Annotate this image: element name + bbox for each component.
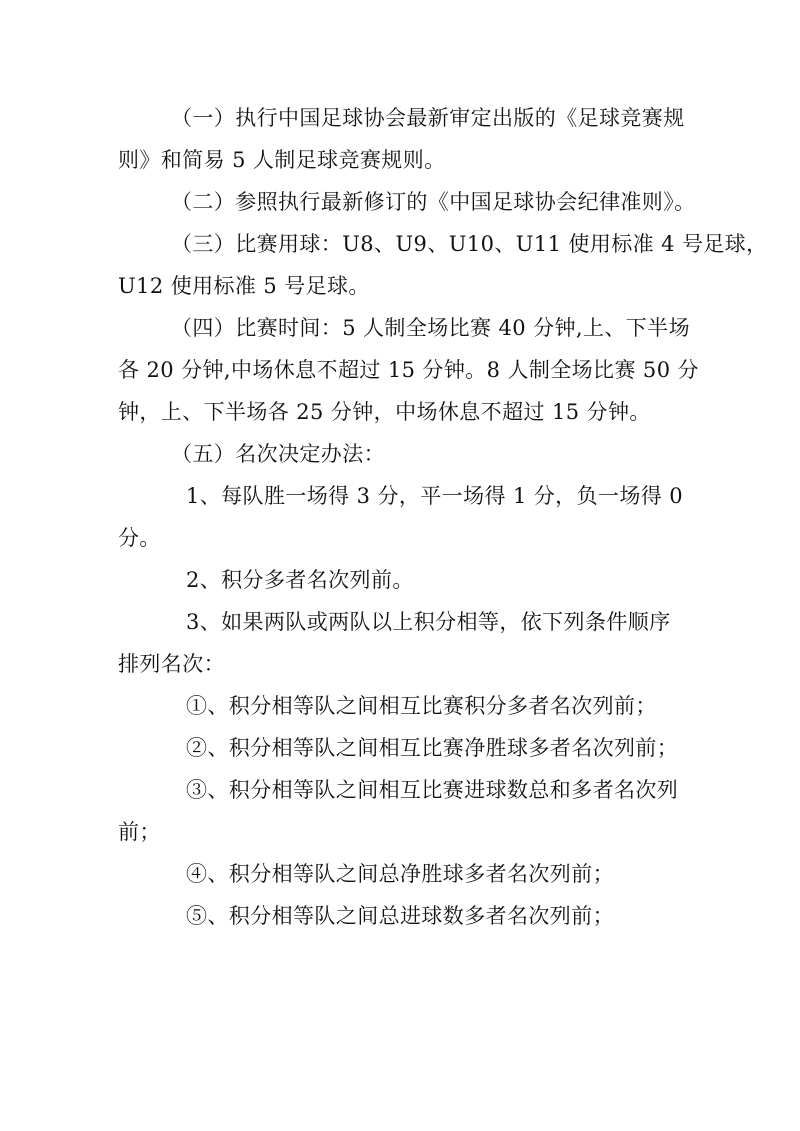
- rule-5-heading: （五）名次决定办法：: [171, 442, 385, 466]
- rule-4-line-3: 钟，上、下半场各 25 分钟，中场休息不超过 15 分钟。: [118, 400, 651, 424]
- tiebreak-item-3-line-2: 前；: [118, 820, 161, 844]
- tiebreak-item-5: ⑤、积分相等队之间总进球数多者名次列前；: [186, 904, 614, 928]
- rule-4-line-2: 各 20 分钟,中场休息不超过 15 分钟。8 人制全场比赛 50 分: [118, 358, 699, 382]
- rule-3-line-1: （三）比赛用球：U8、U9、U10、U11 使用标准 4 号足球，: [171, 232, 768, 256]
- rule-1-line-1: （一）执行中国足球协会最新审定出版的《足球竞赛规: [171, 106, 685, 130]
- rule-1-line-2: 则》和简易 5 人制足球竞赛规则。: [118, 148, 446, 172]
- ranking-item-3-line-2: 排列名次：: [118, 652, 225, 676]
- rule-2-line-1: （二）参照执行最新修订的《中国足球协会纪律准则》。: [171, 190, 696, 214]
- tiebreak-item-1: ①、积分相等队之间相互比赛积分多者名次列前；: [186, 694, 657, 718]
- tiebreak-item-2: ②、积分相等队之间相互比赛净胜球多者名次列前；: [186, 736, 679, 760]
- tiebreak-item-4: ④、积分相等队之间总净胜球多者名次列前；: [186, 862, 614, 886]
- ranking-item-2: 2、积分多者名次列前。: [186, 568, 414, 592]
- ranking-item-1-line-1: 1、每队胜一场得 3 分，平一场得 1 分，负一场得 0: [186, 484, 684, 508]
- tiebreak-item-3-line-1: ③、积分相等队之间相互比赛进球数总和多者名次列: [186, 778, 679, 802]
- ranking-item-3-line-1: 3、如果两队或两队以上积分相等，依下列条件顺序: [186, 610, 671, 634]
- rule-3-line-2: U12 使用标准 5 号足球。: [118, 274, 370, 298]
- ranking-item-1-line-2: 分。: [118, 526, 161, 550]
- rule-4-line-1: （四）比赛时间：5 人制全场比赛 40 分钟,上、下半场: [171, 316, 690, 340]
